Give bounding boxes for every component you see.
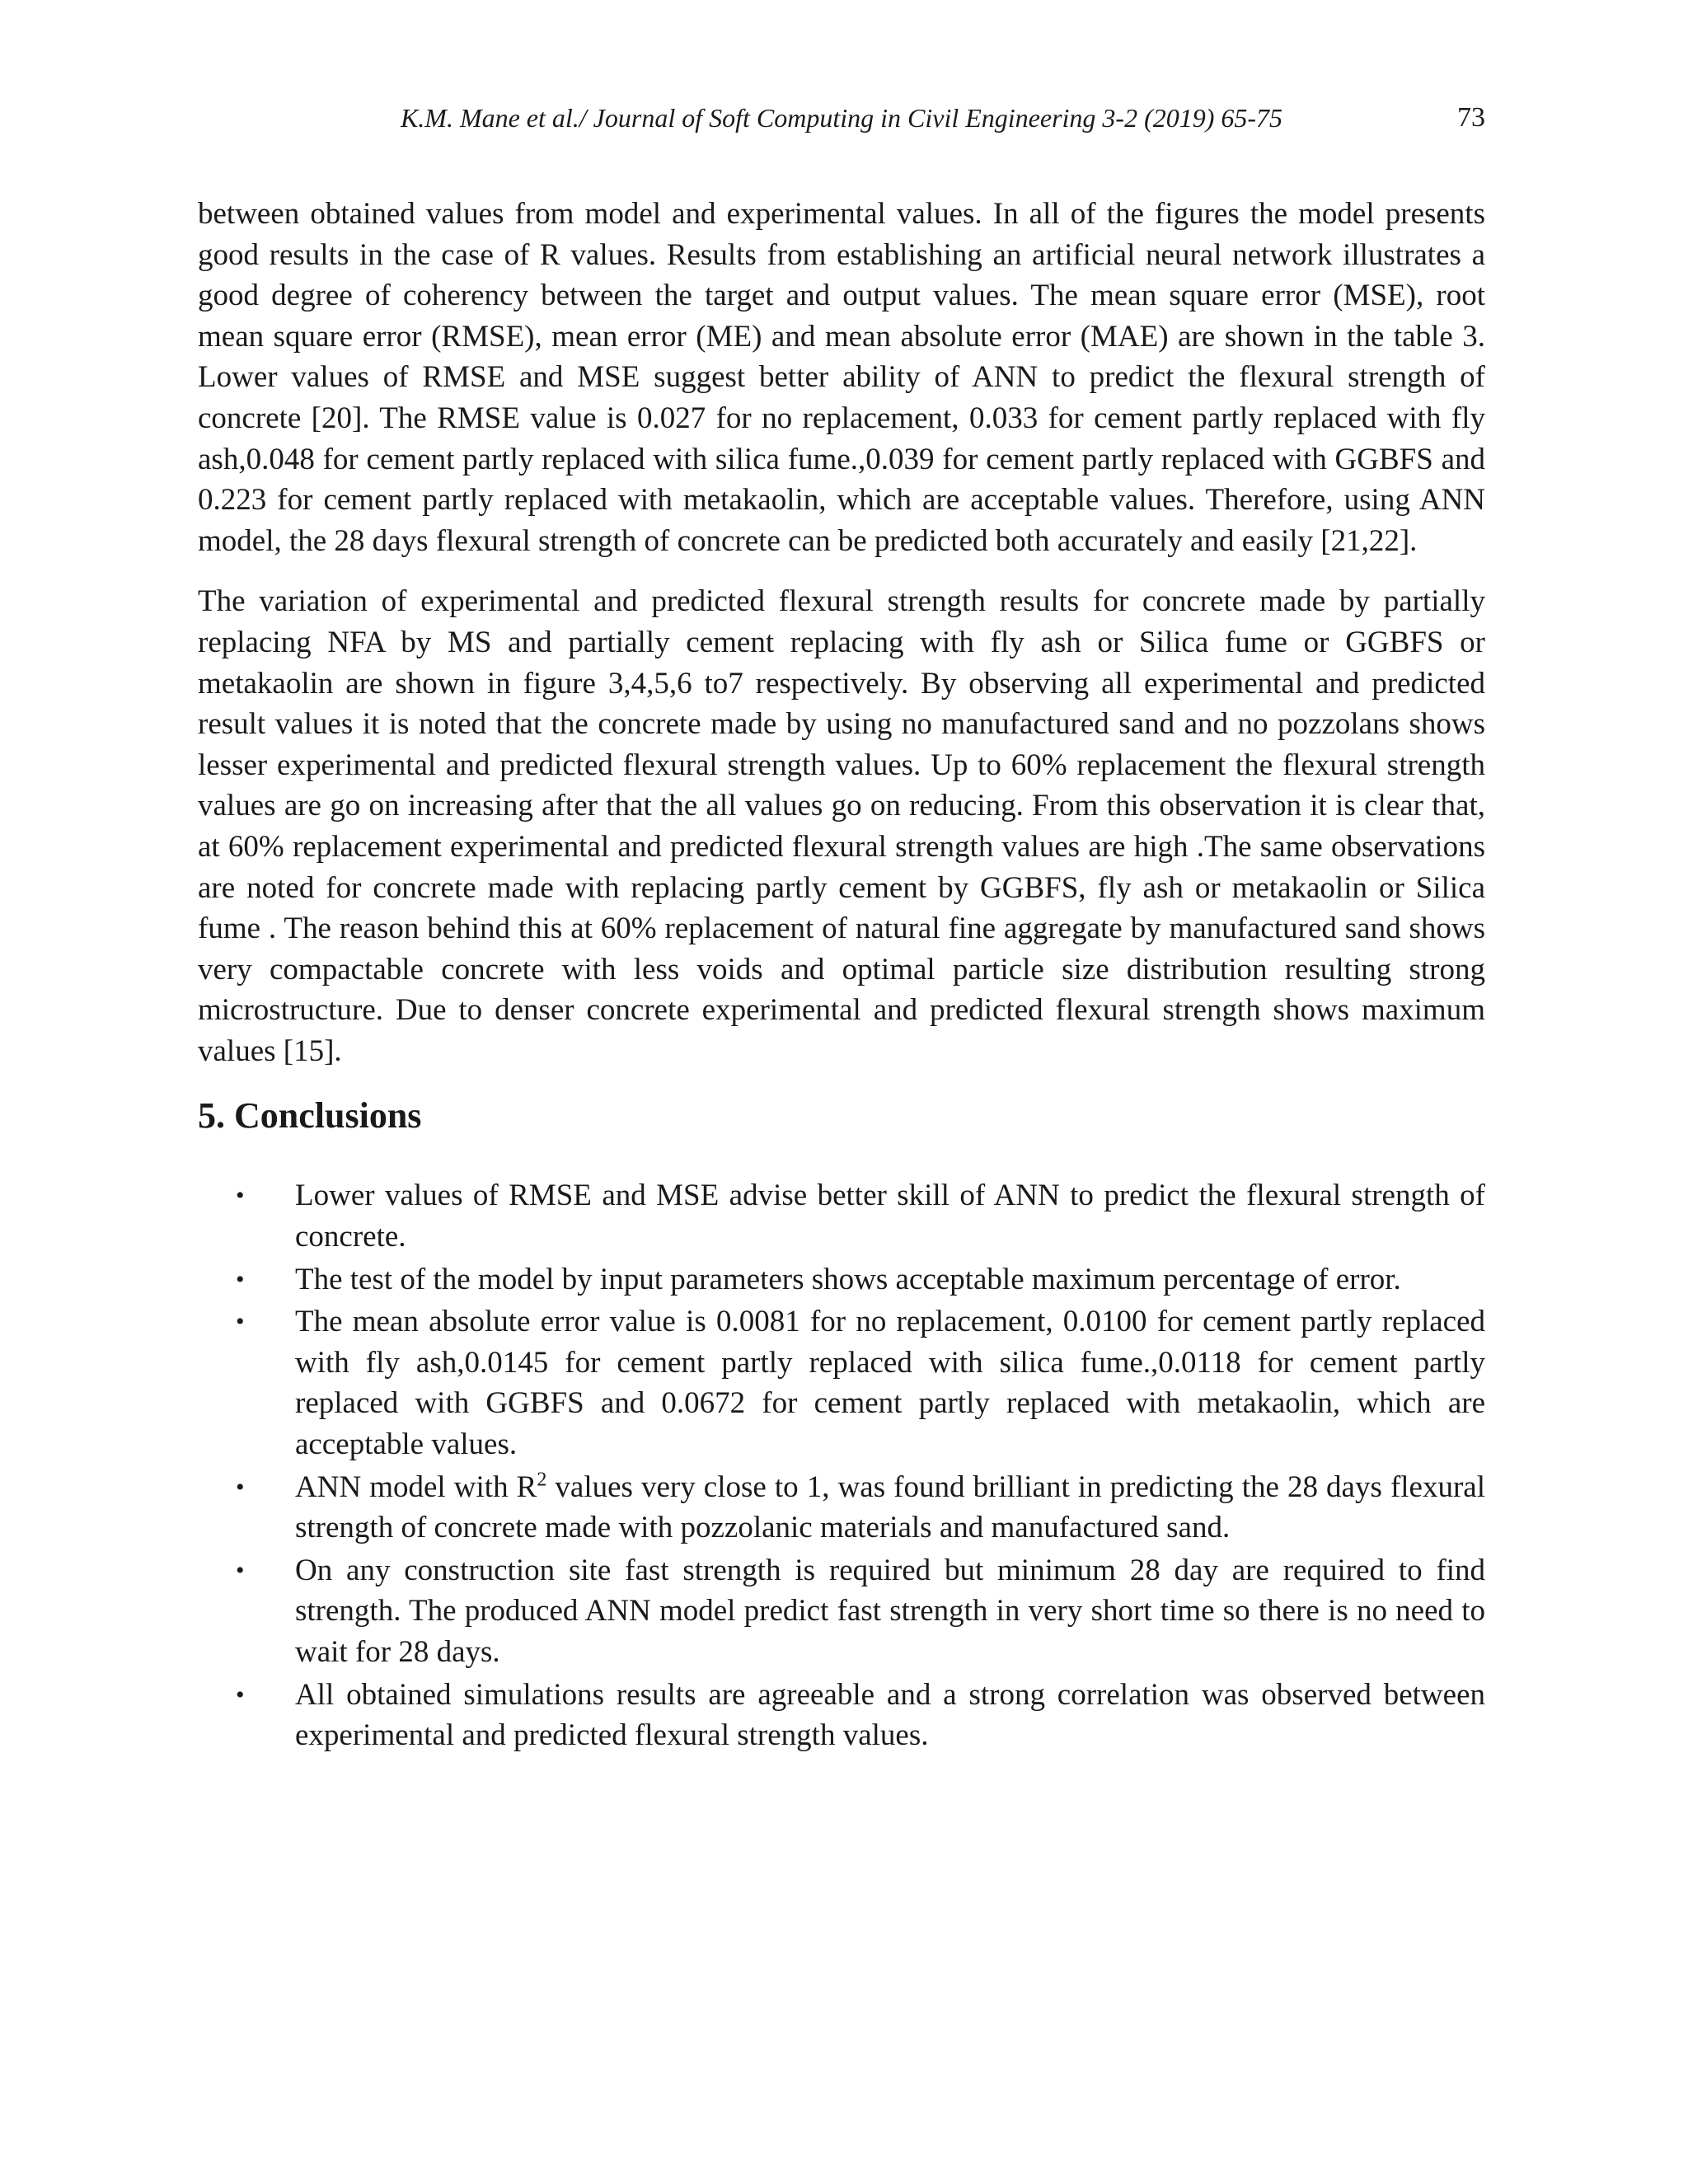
- list-item: [236, 1550, 1485, 1673]
- bullet-icon: •: [236, 1680, 245, 1708]
- list-item: [236, 1675, 1485, 1756]
- article-body: [198, 194, 1485, 1758]
- list-item: [236, 1467, 1486, 1549]
- section-heading-conclusions: 5. Conclusions: [198, 1095, 422, 1137]
- list-item-text: The mean absolute error value is 0.0081 for no replacement, 0.0100 for cement partly replaced with fly ash,0.0145 for cement partly replaced with silica fume.,0.0118 for cement partly replaced with GGBFS and 0.0672 for cement partly replaced with metakaolin, which are acceptable values.: [295, 1305, 1485, 1462]
- list-item-text: All obtained simulations results are agreeable and a strong correlation was observed between experimental and predicted flexural strength values.: [295, 1677, 1485, 1753]
- list-item-text-prefix: ANN model with R: [295, 1469, 537, 1504]
- bullet-icon: •: [236, 1182, 245, 1210]
- list-item: [236, 1301, 1485, 1465]
- list-item: [236, 1259, 1485, 1301]
- list-item-text-suffix: values very close to 1, was found brilliant in predicting the 28 days flexural strength of concrete made with pozzolanic materials and manufactured sand.: [295, 1469, 1486, 1545]
- list-item-text: The test of the model by input parameters shows acceptable maximum percentage of error.: [295, 1262, 1401, 1296]
- paragraph-results: between obtained values from model and experimental values. In all of the figures the model presents good results in the case of R values. Results from establishing an artificial neural network illustrates a good degree of coherency between the target and output values. The mean square error (MSE), root mean square error (RMSE), mean error (ME) and mean absolute error (MAE) are shown in the table 3. Lower values of RMSE and MSE suggest better ability of ANN to predict the flexural strength of concrete [20]. The RMSE value is 0.027 for no replacement, 0.033 for cement partly replaced with fly ash,0.048 for cement partly replaced with silica fume.,0.039 for cement partly replaced with GGBFS and 0.223 for cement partly replaced with metakaolin, which are acceptable values. Therefore, using ANN model, the 28 days flexural strength of concrete can be predicted both accurately and easily [21,22].: [198, 197, 1485, 558]
- bullet-icon: •: [236, 1265, 245, 1293]
- superscript-2: 2: [537, 1469, 547, 1491]
- bullet-icon: •: [236, 1308, 245, 1336]
- conclusions-list: [198, 1175, 1485, 1755]
- list-item-text: Lower values of RMSE and MSE advise better skill of ANN to predict the flexural strength of concrete.: [295, 1179, 1485, 1254]
- journal-citation: K.M. Mane et al./ Journal of Soft Computing in Civil Engineering 3-2 (2019) 65-75: [400, 103, 1283, 133]
- list-item: [236, 1175, 1485, 1257]
- bullet-icon: •: [236, 1473, 245, 1501]
- list-item-text: On any construction site fast strength is required but minimum 28 day are required to find strength. The produced ANN model predict fast strength in very short time so there is no need to wait for 28 days.: [295, 1553, 1485, 1669]
- bullet-icon: •: [236, 1556, 245, 1584]
- page-number: 73: [1457, 102, 1485, 133]
- paragraph-variation: The variation of experimental and predicted flexural strength results for concrete made by partially replacing NFA by MS and partially cement replacing with fly ash or Silica fume or GGBFS or metakaolin are shown in figure 3,4,5,6 to7 respectively. By observing all experimental and predicted result values it is noted that the concrete made by using no manufactured sand and no pozzolans shows lesser experimental and predicted flexural strength values. Up to 60% replacement the flexural strength values are go on increasing after that the all values go on reducing. From this observation it is clear that, at 60% replacement experimental and predicted flexural strength values are high .The same observations are noted for concrete made with replacing partly cement by GGBFS, fly ash or metakaolin or Silica fume . The reason behind this at 60% replacement of natural fine aggregate by manufactured sand shows very compactable concrete with less voids and optimal particle size distribution resulting strong microstructure. Due to denser concrete experimental and predicted flexural strength shows maximum values [15].: [198, 584, 1485, 1068]
- running-header: [198, 97, 1485, 138]
